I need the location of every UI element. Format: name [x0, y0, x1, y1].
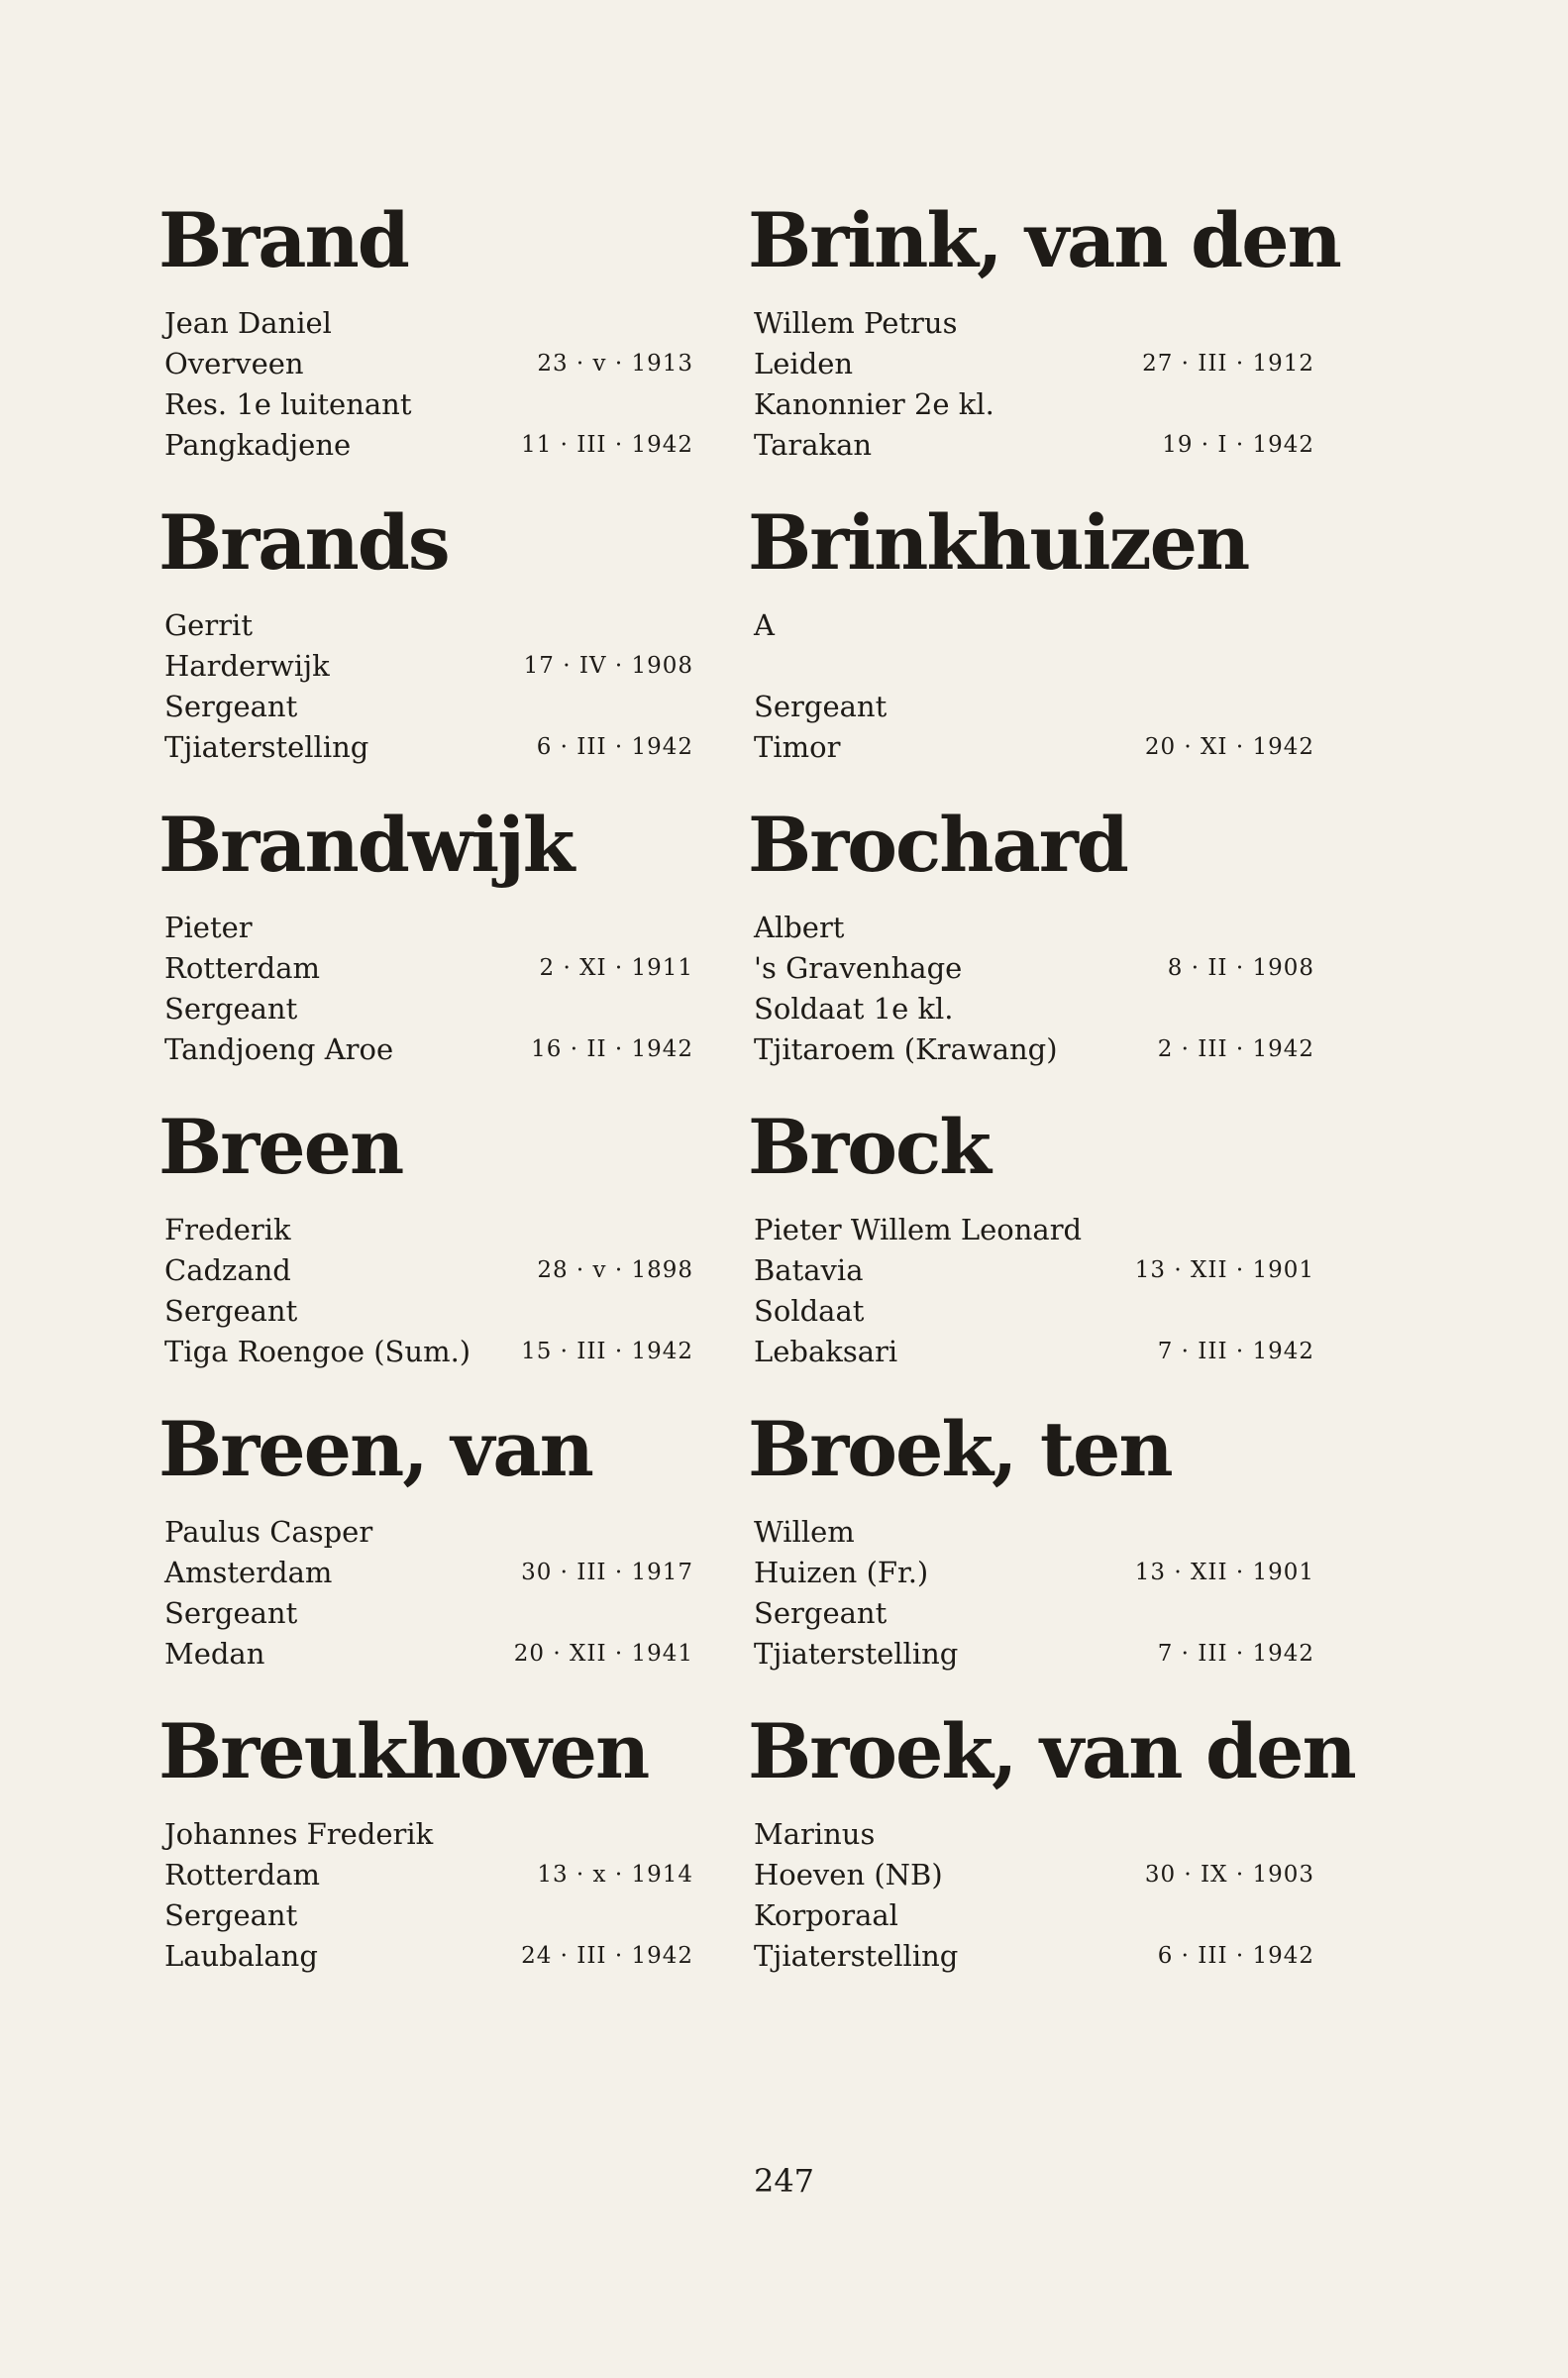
- birthplace: Cadzand: [164, 1253, 291, 1287]
- birthdate: 17 · IV · 1908: [523, 653, 693, 679]
- entry: [158, 1405, 713, 1707]
- deathplace: Tandjoeng Aroe: [164, 1032, 394, 1066]
- deathdate: 2 · III · 1942: [1157, 1036, 1314, 1062]
- deathdate: 7 · III · 1942: [1157, 1641, 1314, 1667]
- deathplace: Laubalang: [164, 1939, 318, 1973]
- rank: Sergeant: [164, 1898, 298, 1932]
- rank: Sergeant: [164, 1596, 298, 1630]
- deathplace: Timor: [754, 730, 841, 764]
- deathplace: Tarakan: [754, 428, 873, 462]
- deathplace: Tjiaterstelling: [164, 730, 369, 764]
- birthdate: 23 · v · 1913: [537, 351, 693, 377]
- birthdate: 27 · III · 1912: [1142, 351, 1314, 377]
- surname: Breukhoven: [158, 1707, 649, 1795]
- birthplace: Amsterdam: [164, 1556, 333, 1589]
- birthplace: Hoeven (NB): [754, 1858, 943, 1892]
- deathplace: Lebaksari: [754, 1335, 898, 1368]
- deathdate: 7 · III · 1942: [1157, 1339, 1314, 1364]
- birthplace: Batavia: [754, 1253, 864, 1287]
- surname: Brands: [158, 498, 449, 587]
- deathdate: 20 · XII · 1941: [513, 1641, 693, 1667]
- deathplace: Tjiaterstelling: [754, 1637, 959, 1671]
- surname: Breen, van: [158, 1405, 592, 1493]
- surname: Broek, van den: [748, 1707, 1355, 1795]
- surname: Brandwijk: [158, 801, 574, 889]
- entry: [748, 498, 1314, 801]
- entry: [158, 801, 713, 1103]
- rank: Kanonnier 2e kl.: [754, 387, 994, 421]
- deathdate: 20 · XI · 1942: [1144, 734, 1314, 760]
- first-names: Pieter: [164, 911, 253, 944]
- first-names: Pieter Willem Leonard: [754, 1213, 1083, 1246]
- deathdate: 11 · III · 1942: [521, 432, 693, 458]
- surname: Brochard: [748, 801, 1127, 889]
- rank: Sergeant: [164, 992, 298, 1026]
- deathplace: Pangkadjene: [164, 428, 352, 462]
- surname: Broek, ten: [748, 1405, 1172, 1493]
- first-names: Frederik: [164, 1213, 291, 1246]
- birthplace: Leiden: [754, 347, 854, 380]
- birthdate: 13 · XII · 1901: [1134, 1257, 1314, 1283]
- rank: Soldaat: [754, 1294, 865, 1328]
- deathdate: 6 · III · 1942: [1157, 1943, 1314, 1969]
- entry: [748, 801, 1314, 1103]
- rank: Korporaal: [754, 1898, 898, 1932]
- deathplace: Tjiaterstelling: [754, 1939, 959, 1973]
- rank: Sergeant: [164, 690, 298, 723]
- birthplace: Rotterdam: [164, 1858, 320, 1892]
- rank: Soldaat 1e kl.: [754, 992, 954, 1026]
- surname: Brink, van den: [748, 196, 1340, 284]
- first-names: Johannes Frederik: [164, 1817, 434, 1851]
- deathplace: Tjitaroem (Krawang): [754, 1032, 1058, 1066]
- right-column: [748, 196, 1355, 2009]
- entry: [748, 1707, 1355, 2009]
- birthdate: 2 · XI · 1911: [539, 955, 693, 981]
- birthplace: Overveen: [164, 347, 304, 380]
- surname: Brinkhuizen: [748, 498, 1249, 587]
- deathplace: Tiga Roengoe (Sum.): [164, 1335, 471, 1368]
- left-column: [158, 196, 713, 2009]
- entry: [748, 196, 1340, 498]
- entry: [158, 1103, 713, 1405]
- rank: Sergeant: [164, 1294, 298, 1328]
- birthplace: Huizen (Fr.): [754, 1556, 929, 1589]
- first-names: Jean Daniel: [164, 306, 332, 340]
- deathdate: 24 · III · 1942: [521, 1943, 693, 1969]
- birthdate: 13 · x · 1914: [537, 1862, 693, 1888]
- rank: Sergeant: [754, 690, 888, 723]
- surname: Breen: [158, 1103, 403, 1191]
- first-names: Willem Petrus: [754, 306, 958, 340]
- entry: [748, 1103, 1314, 1405]
- entry: [158, 1707, 713, 2009]
- birthdate: 8 · II · 1908: [1167, 955, 1314, 981]
- birthdate: 13 · XII · 1901: [1134, 1560, 1314, 1585]
- first-names: A: [754, 608, 775, 642]
- first-names: Paulus Casper: [164, 1515, 373, 1549]
- deathdate: 19 · I · 1942: [1162, 432, 1314, 458]
- first-names: Albert: [754, 911, 845, 944]
- rank: Sergeant: [754, 1596, 888, 1630]
- entry: [158, 196, 713, 498]
- birthplace: Rotterdam: [164, 951, 320, 985]
- entry: [748, 1405, 1314, 1707]
- first-names: Gerrit: [164, 608, 253, 642]
- surname: Brand: [158, 196, 408, 284]
- deathplace: Medan: [164, 1637, 265, 1671]
- surname: Brock: [748, 1103, 990, 1191]
- birthdate: 28 · v · 1898: [537, 1257, 693, 1283]
- birthplace: Harderwijk: [164, 649, 330, 683]
- entry: [158, 498, 713, 801]
- deathdate: 15 · III · 1942: [521, 1339, 693, 1364]
- first-names: Marinus: [754, 1817, 876, 1851]
- deathdate: 16 · II · 1942: [531, 1036, 693, 1062]
- rank: Res. 1e luitenant: [164, 387, 412, 421]
- birthdate: 30 · IX · 1903: [1144, 1862, 1314, 1888]
- deathdate: 6 · III · 1942: [536, 734, 693, 760]
- page-number: 247: [753, 2162, 815, 2200]
- birthdate: 30 · III · 1917: [521, 1560, 693, 1585]
- first-names: Willem: [754, 1515, 855, 1549]
- birthplace: 's Gravenhage: [754, 951, 963, 985]
